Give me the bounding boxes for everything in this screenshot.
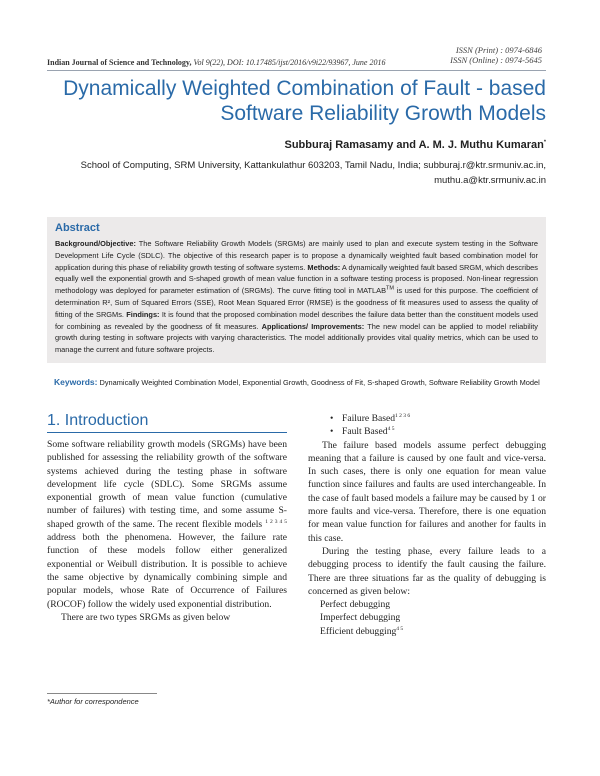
srgm-type-list — [308, 412, 546, 439]
debug-3-refs: 4 5 — [396, 625, 404, 632]
abstract-methods-text-2: is used for this purpose. The coefficient of determination R², Sum of Squared Errors (SSE), Root Mean Squared Error (RMSE) is the goodness of fit measures used to assess the quality of fitting of the SRGMs. — [55, 286, 538, 319]
srgm-type-1-refs: 1 2 3 6 — [395, 412, 411, 419]
affiliation-line-2: muthu.a@ktr.srmuniv.ac.in — [434, 175, 546, 186]
abstract-applications-text: The new model can be applied to model reliability growth during testing in software projects with varying characteristics. The model additionally provides vital quality metrics, which can be used to manage the current and future software projects. — [55, 321, 538, 355]
abstract-heading: Abstract — [55, 222, 100, 234]
list-item — [308, 425, 546, 438]
abstract-background-text: The Software Reliability Growth Models (SRGMs) are mainly used to plan and execute system testing in the Software Development Life Cycle (SDLC). The objective of this research paper is to propose a dynamically weighted fault based combination model for application during this phase of reliability growth testing of software systems. — [55, 239, 538, 272]
keywords — [54, 376, 542, 389]
abstract-body — [55, 238, 538, 356]
bullet-icon: • — [330, 413, 334, 424]
intro-p1-refs: 1 2 3 4 5 — [265, 518, 287, 525]
issn-online: ISSN (Online) : 0974-5645 — [450, 54, 542, 65]
bullet-icon: • — [330, 426, 334, 438]
abstract-background-label: Background/Objective: — [55, 239, 136, 248]
list-item: Perfect debugging — [320, 599, 391, 611]
affiliation — [76, 158, 546, 188]
intro-paragraph-4: During the testing phase, every failure leads to a debugging process to identify the fault causing the failure. There are three situations far as the quality of debugging is concerned as given below: — [308, 545, 546, 597]
srgm-type-2: Fault Based — [342, 426, 388, 438]
header-divider — [47, 70, 546, 71]
list-item — [308, 412, 546, 425]
author-line — [285, 139, 547, 151]
paper-title: Dynamically Weighted Combination of Fault - based Software Reliability Growth Models — [63, 77, 546, 125]
footnote-divider — [47, 693, 157, 694]
srgm-type-2-refs: 4 5 — [387, 426, 395, 433]
list-item: Imperfect debugging — [320, 612, 401, 624]
journal-name: Indian Journal of Science and Technology, — [47, 58, 192, 67]
right-column — [308, 412, 546, 638]
abstract-methods-label: Methods: — [307, 262, 341, 272]
intro-paragraph-2: There are two types SRGMs as given below — [61, 611, 231, 623]
srgm-type-1: Failure Based — [342, 413, 396, 424]
abstract-methods-text-1: A dynamically weighted fault based SRGM, which describes equally well the exponential growth and S-shaped growth of mean value function in a software testing process is proposed. Non-linear regression methodology was deployed for parameter estimation of (SRGMs). The curve fitting tool in MATLAB — [55, 262, 538, 296]
journal-citation — [47, 58, 385, 67]
debug-3-text: Efficient debugging — [320, 625, 397, 637]
list-item — [308, 625, 546, 638]
authors: Subburaj Ramasamy and A. M. J. Muthu Kumaran — [284, 139, 544, 151]
intro-paragraph-3: The failure based models assume perfect debugging meaning that a failure is caused by one fault and vice-versa. In such cases, there is only one equation for mean value function since failures and faults are used interchangeable. In the case of fault based models a failure may be caused by 1 or more faults and vice-versa. Therefore, there is one equation for mean value function for failures and another for faults in this case. — [308, 439, 546, 544]
keywords-text: Dynamically Weighted Combination Model, Exponential Growth, Goodness of Fit, S-shaped Growth, Software Reliability Growth Model — [97, 378, 540, 387]
issn-print: ISSN (Print) : 0974-6846 — [455, 45, 542, 55]
abstract-findings-text: It is found that the proposed combination model describes the failure data better than the constituent models used for combining as revealed by the goodness of fit measures. — [55, 309, 538, 331]
section-heading-introduction: 1. Introduction — [47, 412, 287, 433]
keywords-label: Keywords: — [54, 377, 98, 387]
abstract-applications-label: Applications/ Improvements: — [261, 321, 365, 331]
intro-paragraph-1 — [47, 438, 287, 611]
abstract-findings-label: Findings: — [126, 309, 160, 319]
intro-p1-text-b: address both the phenomena. However, the failure rate function of these models follow either generalized exponential or Weibull distribution. It is possible to achieve the same objective by dynamically combining simple and popular models, whose Rate of Occurrence of Failures (ROCOF) follow the widely used exponential distribution. — [47, 532, 287, 610]
author-mark: * — [543, 139, 546, 146]
footnote: *Author for correspondence — [47, 697, 139, 706]
journal-details: Vol 9(22), DOI: 10.17485/ijst/2016/v9i22/93967, June 2016 — [191, 58, 386, 67]
debugging-list — [308, 598, 546, 638]
abstract-tm-mark: TM — [386, 285, 394, 292]
left-column — [47, 438, 287, 624]
abstract-box — [47, 217, 546, 363]
affiliation-line-1: School of Computing, SRM University, Kattankulathur 603203, Tamil Nadu, India; subburaj.r@ktr.srmuniv.ac.in, — [80, 160, 546, 171]
intro-p1-text-a: Some software reliability growth models (SRGMs) have been published for assessing the reliability growth of the software systems achieved during the testing phase in software development life cycle (SDLC). Some SRGMs assume exponential growth of mean value function (cumulative number of failures) with testing time, and some assume S-shaped growth of the same. The recent flexible models — [47, 439, 287, 530]
